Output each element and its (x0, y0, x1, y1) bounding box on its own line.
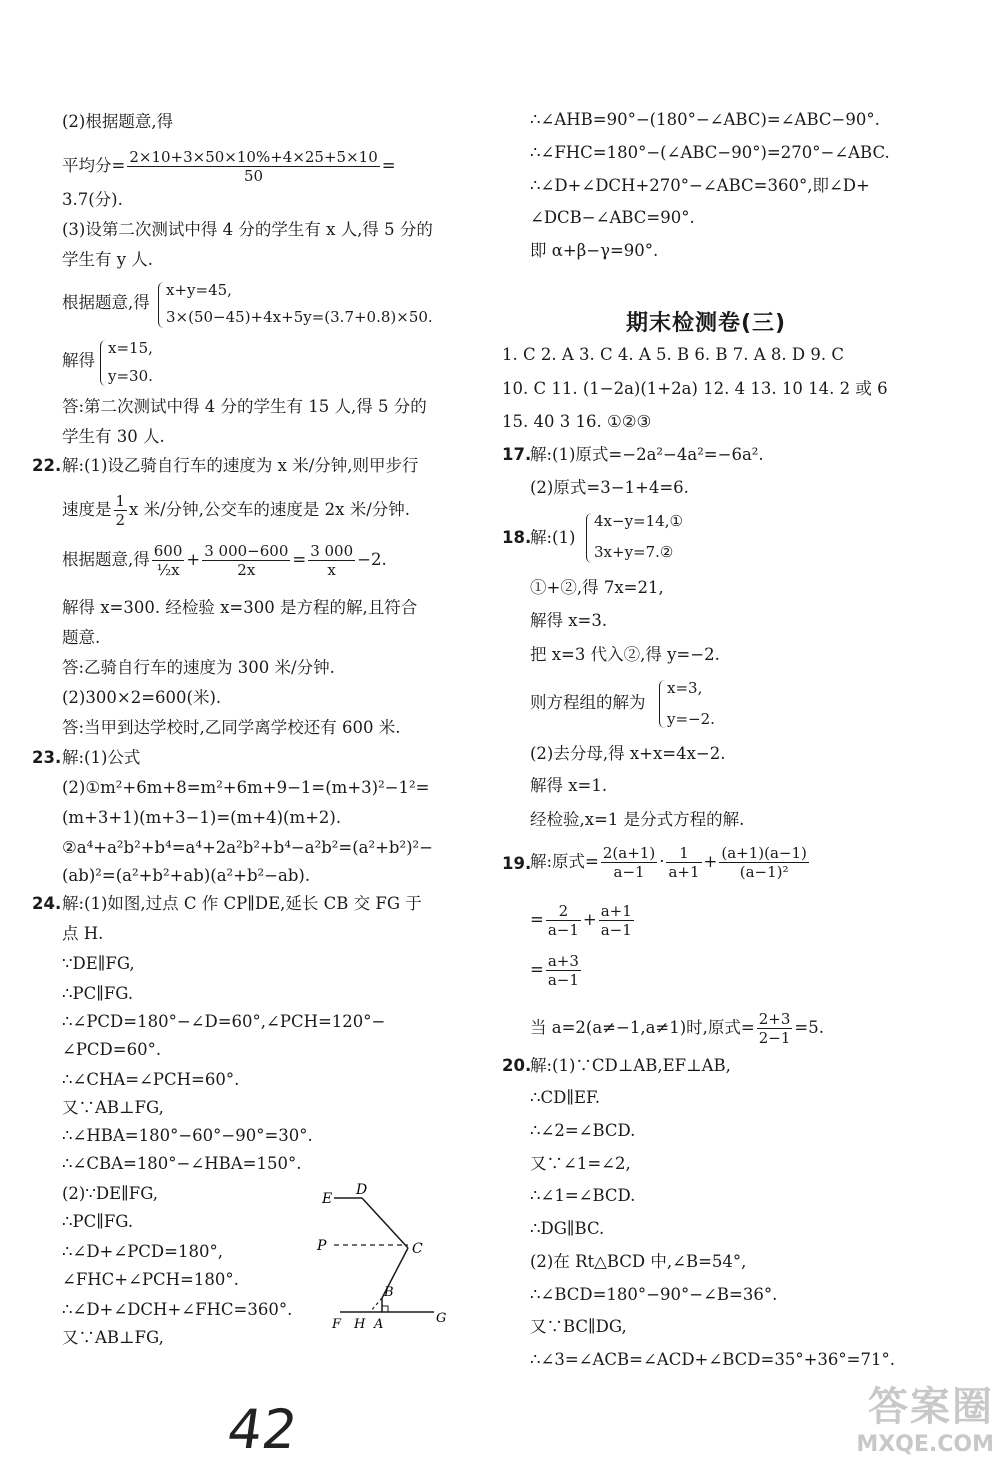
text-line: 解得 x=3. (530, 611, 608, 630)
text-line: 又∵BC∥DG, (530, 1317, 627, 1336)
text-line: 题意. (62, 628, 101, 647)
text-line: ∵DE∥FG, (62, 954, 135, 973)
fraction (202, 542, 290, 579)
text-line: 又∵AB⊥FG, (62, 1098, 164, 1117)
fraction (127, 148, 379, 185)
text-line: ∴∠3=∠ACB=∠ACD+∠BCD=35°+36°=71°. (530, 1350, 895, 1369)
operator: · (659, 852, 665, 871)
text-segment: x 米/分钟,公交车的速度是 2x 米/分钟. (129, 500, 410, 519)
right-angle-mark (382, 1306, 388, 1312)
question-number: 23. (32, 748, 62, 767)
equation-brace (158, 282, 165, 328)
text-segment: 解:原式= (530, 852, 599, 871)
label-f: F (332, 1317, 342, 1332)
text-line: 又∵∠1=∠2, (530, 1154, 631, 1173)
fraction (599, 902, 634, 939)
text-line: ∴∠PCD=180°−∠D=60°,∠PCH=120°− (62, 1012, 386, 1031)
denominator: 2 (115, 511, 126, 529)
denominator: a−1 (547, 971, 579, 989)
text-line: ∴∠D+∠PCD=180°, (62, 1242, 223, 1261)
text-line: 点 H. (62, 924, 104, 943)
operator: + (582, 910, 597, 929)
equation-brace (659, 680, 666, 728)
text-line: ∴∠HBA=180°−60°−90°=30°. (62, 1126, 313, 1145)
average-formula (62, 148, 396, 185)
text-line: 解:(1)原式=−2a²−4a²=−6a². (530, 445, 764, 464)
text-line: 经检验,x=1 是分式方程的解. (530, 810, 745, 829)
text-line: ①+②,得 7x=21, (530, 578, 664, 597)
label-b: B (384, 1285, 394, 1300)
text-line: 答:第二次测试中得 4 分的学生有 15 人,得 5 分的 (62, 397, 427, 416)
text-line: (2)①m²+6m+8=m²+6m+9−1=(m+3)²−1²= (62, 778, 430, 797)
denominator: a−1 (600, 921, 632, 939)
label-d: D (356, 1182, 368, 1198)
equals-sign: = (381, 156, 396, 175)
text-line: ∴∠BCD=180°−90°−∠B=36°. (530, 1285, 778, 1304)
label-h: H (354, 1317, 366, 1332)
watermark-url: MXQE.COM (856, 1432, 994, 1457)
numerator: 3 000 (310, 542, 354, 560)
text-line: ∴∠AHB=90°−(180°−∠ABC)=∠ABC−90°. (530, 110, 880, 129)
equation-brace (100, 340, 107, 386)
denominator: a+1 (668, 863, 700, 881)
equation-line (530, 1010, 824, 1047)
text-line: 即 α+β−γ=90°. (530, 241, 659, 260)
equation-line (530, 952, 583, 989)
equation: 4x−y=14,① (594, 512, 683, 530)
answer-line: 1. C 2. A 3. C 4. A 5. B 6. B 7. A 8. D 9. C (502, 345, 844, 364)
text-line: 又∵AB⊥FG, (62, 1328, 164, 1347)
numerator: 600 (153, 542, 183, 560)
equation: 3×(50−45)+4x+5y=(3.7+0.8)×50. (166, 308, 433, 326)
label-g: G (436, 1311, 447, 1326)
text-line: ∴∠D+∠DCH+∠FHC=360°. (62, 1300, 293, 1319)
text-line: 解得 (62, 351, 95, 370)
text-line: ∴DG∥BC. (530, 1219, 605, 1238)
answer-line: 15. 40 3 16. ①②③ (502, 412, 652, 431)
denominator: a−1 (613, 863, 645, 881)
question-number: 17. (502, 445, 532, 464)
question-number: 20. (502, 1056, 532, 1075)
label-a: A (374, 1317, 384, 1332)
label-e: E (322, 1191, 333, 1207)
text-segment: =5. (794, 1018, 824, 1037)
text-segment: 当 a=2(a≠−1,a≠1)时,原式= (530, 1018, 755, 1037)
text-line: (2)300×2=600(米). (62, 688, 222, 707)
numerator: 1 (666, 844, 701, 863)
segment-bh-dashed (370, 1298, 382, 1312)
numerator: 1 (115, 492, 126, 510)
numerator: (a+1)(a−1) (721, 844, 807, 862)
equation-line (62, 542, 387, 579)
equation: x+y=45, (166, 281, 232, 299)
text-segment: 速度是 (62, 500, 112, 519)
label-c: C (412, 1241, 423, 1257)
equation: y=30. (108, 367, 153, 385)
numerator: a+3 (547, 952, 579, 970)
label-p: P (317, 1238, 327, 1254)
numerator: 2(a+1) (602, 844, 656, 862)
fraction (308, 542, 355, 579)
text-line: ∴PC∥FG. (62, 984, 134, 1003)
question-number: 19. (502, 854, 532, 873)
fraction (666, 844, 701, 881)
text-line: (m+3+1)(m+3−1)=(m+4)(m+2). (62, 808, 342, 827)
text-line: ②a⁴+a²b²+b⁴=a⁴+2a²b²+b⁴−a²b²=(a²+b²)²− (62, 838, 433, 857)
equation-brace (586, 513, 593, 563)
equation: x=15, (108, 339, 153, 357)
text-segment: 根据题意,得 (62, 550, 150, 569)
text-line: ∴∠2=∠BCD. (530, 1121, 636, 1140)
text-line: 解:(1)∵CD⊥AB,EF⊥AB, (530, 1056, 731, 1075)
numerator: 2×10+3×50×10%+4×25+5×10 (129, 148, 378, 166)
text-line: ∴∠CBA=180°−∠HBA=150°. (62, 1154, 302, 1173)
denominator: (a−1)² (739, 863, 789, 881)
numerator: 3 000−600 (204, 542, 289, 560)
text-line: ∴∠CHA=∠PCH=60°. (62, 1070, 240, 1089)
text-line: 解:(1) (530, 528, 576, 547)
fraction (601, 844, 657, 881)
text-line: 解:(1)如图,过点 C 作 CP∥DE,延长 CB 交 FG 于 (62, 894, 422, 913)
text-line: (2)在 Rt△BCD 中,∠B=54°, (530, 1252, 747, 1271)
page-number: 42 (223, 1398, 302, 1461)
text-line: (2)根据题意,得 (62, 112, 174, 131)
fraction (152, 542, 185, 579)
numerator: 2+3 (758, 1010, 791, 1028)
equation: 3x+y=7.② (594, 543, 674, 561)
equation: y=−2. (667, 710, 715, 728)
text-line: ∠PCD=60°. (62, 1040, 162, 1059)
text-line: (2)去分母,得 x+x=4x−2. (530, 744, 726, 763)
operator: = (292, 550, 307, 569)
denominator: 2−1 (758, 1029, 791, 1047)
text-line: 学生有 30 人. (62, 427, 165, 446)
text-line: (3)设第二次测试中得 4 分的学生有 x 人,得 5 分的 (62, 220, 433, 239)
operator: + (703, 852, 718, 871)
fraction (546, 902, 581, 939)
geometry-figure (312, 1176, 452, 1336)
watermark (856, 1375, 994, 1457)
operator: = (530, 910, 544, 929)
text-line (62, 492, 410, 529)
denominator: 2x (237, 561, 256, 579)
denominator: ½x (156, 561, 180, 579)
answer-line: 10. C 11. (1−2a)(1+2a) 12. 4 13. 10 14. 2 或 6 (502, 379, 888, 398)
text-line: ∴∠D+∠DCH+270°−∠ABC=360°,即∠D+ (530, 176, 870, 195)
text-line: ∠FHC+∠PCH=180°. (62, 1270, 239, 1289)
text-segment: −2. (357, 550, 387, 569)
text-line: ∴∠FHC=180°−(∠ABC−90°)=270°−∠ABC. (530, 143, 890, 162)
text-line: 解得 x=1. (530, 776, 608, 795)
text-line: ∴PC∥FG. (62, 1212, 134, 1231)
question-number: 24. (32, 894, 62, 913)
text-line: ∴CD∥EF. (530, 1088, 601, 1107)
equation-line (530, 902, 636, 939)
fraction (757, 1010, 793, 1047)
fraction (546, 952, 581, 989)
text-line: 把 x=3 代入②,得 y=−2. (530, 645, 720, 664)
text-line: 学生有 y 人. (62, 250, 154, 269)
section-title: 期末检测卷(三) (626, 311, 787, 336)
denominator: a−1 (547, 921, 579, 939)
fraction (114, 492, 128, 529)
denominator: 50 (243, 167, 264, 185)
segment-dc (362, 1198, 408, 1248)
text-line: ∠DCB−∠ABC=90°. (530, 208, 695, 227)
operator: + (186, 550, 201, 569)
text-line: 解得 x=300. 经检验 x=300 是方程的解,且符合 (62, 598, 418, 617)
text-line: ∴∠1=∠BCD. (530, 1186, 636, 1205)
text-line: (2)∵DE∥FG, (62, 1184, 159, 1203)
text-line: 3.7(分). (62, 190, 123, 209)
watermark-text: 答案圈 (868, 1384, 994, 1430)
text-line: 解:(1)公式 (62, 748, 141, 767)
equation-line (530, 844, 811, 881)
question-number: 18. (502, 528, 532, 547)
denominator: x (327, 561, 336, 579)
numerator: 2 (546, 902, 581, 921)
text-line: (2)原式=3−1+4=6. (530, 478, 689, 497)
text-line: 根据题意,得 (62, 293, 150, 312)
question-number: 22. (32, 456, 62, 475)
text-line: 答:当甲到达学校时,乙同学离学校还有 600 米. (62, 718, 401, 737)
formula-label: 平均分= (62, 156, 126, 175)
text-line: 则方程组的解为 (530, 693, 646, 712)
text-line: (ab)²=(a²+b²+ab)(a²+b²−ab). (62, 866, 311, 885)
fraction (719, 844, 809, 881)
numerator: a+1 (600, 902, 632, 920)
text-line: 答:乙骑自行车的速度为 300 米/分钟. (62, 658, 335, 677)
operator: = (530, 960, 544, 979)
text-line: 解:(1)设乙骑自行车的速度为 x 米/分钟,则甲步行 (62, 456, 419, 475)
equation: x=3, (667, 679, 703, 697)
